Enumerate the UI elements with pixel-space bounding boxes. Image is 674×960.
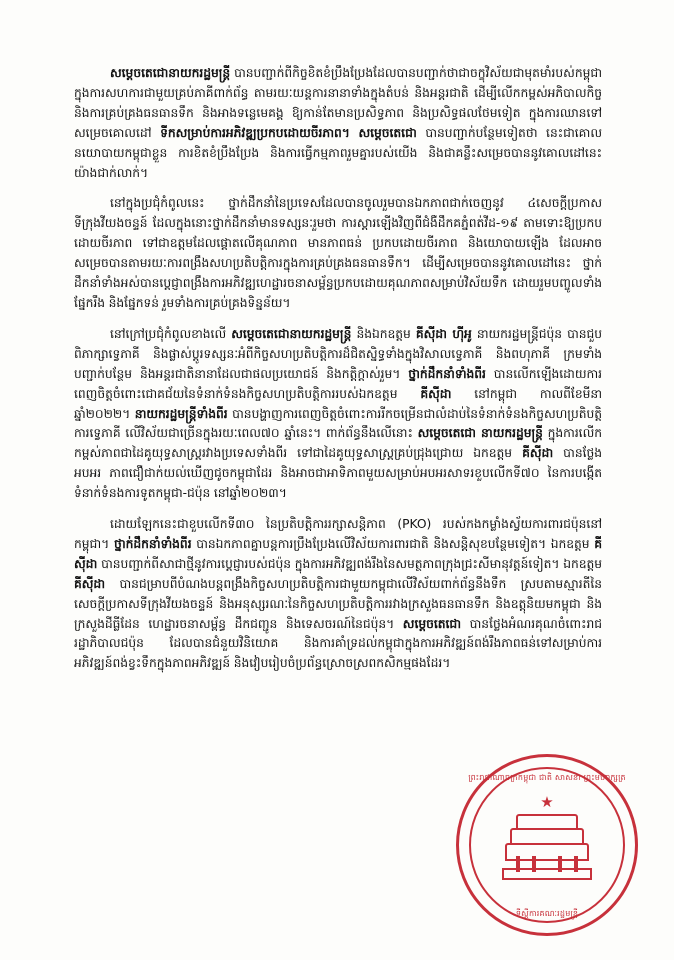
body-text: បានបញ្ជាក់ពីសាជាថ្មីនូវការប្តេជ្ញារបស់ជប៉ុន ក្នុងការអភិវឌ្ឍពង់រឹងនៃសមត្ថភាពក្រុងជ្រះសីមានុវត្តន៍ទៀត។ ឯកឧត្តម xyxy=(97,556,602,571)
temple-icon xyxy=(504,808,590,882)
body-text: បានលើកឡើងដោយការពេញចិត្តចំពោះជោគជ័យនៃទំនាក់ទំនងកិច្ចសហប្រតិបត្តិការរបស់ឯកឧត្តម xyxy=(74,366,602,401)
body-text: នាយករដ្ឋមន្ត្រីជប៉ុន បានជួបពិភាក្សាទ្វេភាគី និងផ្លាស់ប្តូរទស្សនៈអំពីកិច្ចសហប្រតិបត្តិការដ៏ជិតស្និទ្ធទាំងក្នុងវិសាលទ្វេភាគី និងពហុភាគី ក្រមទាំងបញ្ជាក់បន្ថែម និងអន្តរជាតិនានាដែលជាផលប្រយោជន៍ និងកត្តិក្តាស់រួម។ xyxy=(74,326,602,381)
document-body xyxy=(74,64,602,674)
seal-top-text: ព្រះរាជាណាចក្រកម្ពុជា ជាតិ សាសនា ព្រះមហាក្សត្រ xyxy=(468,773,626,782)
emphasis-text: គីស៊ីដា xyxy=(522,446,554,461)
emphasis-text: ថ្នាក់ដឹកនាំទាំងពីរ xyxy=(113,536,192,551)
body-text: ដោយឡែកនេះជាខួបលើកទី៣០ នៃប្រតិបត្តិការរក្សាសន្តិភាព (PKO) របស់កងកម្លាំងស្វ័យការពារជប៉ុននៅកម្ពុជា។ xyxy=(74,517,602,551)
body-text: នៅក្នុងប្រជុំកំពូលនេះ ថ្នាក់ដឹកនាំនៃប្រទេសដែលបានចូលរួមបានឯកភាពជាក់ចេញនូវ ៤សេចក្តីប្រកាសទីក្រុងវីយងចន្ទន៍ ដែលក្នុងនោះថ្នាក់ដឹកនាំមានទស្សនៈរួមថា ការស្តារឡើងវិញពីជំងឺដឹកគភ្នំពត់វីដ-១៩ តាមទោះឱ្យប្រកបដោយចីរភាព ទៅជាឧត្តមដែលផ្តោតលើគុណភាព មានភាពធន់ ប្រកបដោយចីរភាព និងយោបាយឡើង ដែលអាចសម្រេចបានតាមរយៈការពង្រឹងសហប្រតិបត្តិការក្នុងការគ្រប់គ្រងធនធានទឹក។ ដើម្បីសម្រេចបាននូវគោលដៅនេះ ថ្នាក់ដឹកនាំទាំងអស់បានប្តេជ្ញាពង្រឹងការអភិវឌ្ឍហេដ្ឋារចនាសម្ព័ន្ធប្រកបដោយគុណភាពសម្រាប់វិស័យទឹក ដោយរួមបញ្ចូលទាំងផ្នែករឹង និងផ្នែកទន់ រួមទាំងការគ្រប់គ្រងទិន្នន័យ។ xyxy=(74,196,602,310)
seal-bottom-text: ទីស្តីការគណៈរដ្ឋមន្ត្រី xyxy=(515,909,579,918)
body-text: និងឯកឧត្តម xyxy=(351,326,416,341)
paragraph xyxy=(74,515,602,674)
emphasis-text: នាយករដ្ឋមន្ត្រីទាំងពីរ xyxy=(134,406,228,421)
emphasis-text: គីស៊ីដា ហ៊ីអូ xyxy=(415,326,472,341)
body-text: បានថ្លែងអបអរ ភាពជឿជាក់យល់ឃើញជូចកម្ពុជាដែរ និងអាចជាអាទិភាពមួយសម្រាប់អបអរសាទរខួបលើកទី៧០ នៃការបង្កើតទំនាក់ទំនងការទូតកម្ពុជា-ជប៉ុន នៅឆ្នាំ២០២៣។ xyxy=(74,446,602,501)
emphasis-text: គីស៊ីដា xyxy=(420,386,452,401)
star-icon: ★ xyxy=(540,793,554,811)
paragraph xyxy=(74,325,602,504)
royal-government-seal-stamp xyxy=(456,754,638,936)
emphasis-text: សម្តេចតេជោ xyxy=(358,125,417,140)
emphasis-text: សម្តេចតេជោនាយករដ្ឋមន្ត្រី xyxy=(231,326,352,341)
paragraph xyxy=(74,194,602,313)
emphasis-text: ទីកសម្រាប់ការអភិវឌ្ឍប្រកបដោយចីរភាព។ xyxy=(160,125,350,140)
seal-emblem xyxy=(495,793,599,897)
temple-base xyxy=(502,868,592,880)
emphasis-text: សម្តេចតេជោ នាយករដ្ឋមន្ត្រី xyxy=(417,426,543,441)
emphasis-text: គីស៊ីដា xyxy=(74,536,602,571)
emphasis-text: គីស៊ីដា xyxy=(74,576,106,591)
emphasis-text: សម្តេចតេជោ xyxy=(402,616,462,631)
body-text: បានបញ្ជាក់បន្ថែមទៀតថា នេះជាគោលនយោបាយកម្ពុជាខ្លួន ការខិតខំប្រឹងប្រែង និងការធ្វើកម្មភាពរួមគ្នារបស់យើង និងជាគន្លឹះសម្រេចបាននូវគោលដៅនេះយ៉ាងជាក់លាក់។ xyxy=(74,125,602,180)
body-text: នៅក្រៅប្រជុំកំពូលខាងលើ xyxy=(110,326,232,341)
body-text: បានជម្រាបពីបំណងបន្តពង្រឹងកិច្ចសហប្រតិបត្តិការជាមួយកម្ពុជាលើវិស័យពាក់ព័ន្ធនឹងទឹក ស្របតាមស្មារតីនៃសេចក្តីប្រកាសទីក្រុងវីយងចន្ទន៍ និងអនុស្សរណៈនៃកិច្ចសហប្រតិបត្តិការរវាងក្រសួងធនធានទឹក និងឧត្តុនិយមកម្ពុជា និងក្រសួងដីធ្លីដែន ហេដ្ឋារចនាសម្ព័ន្ធ ដឹកជញ្ជូន និងទេសចរណ៍នៃជប៉ុន។ xyxy=(74,576,602,631)
body-text: ក្នុងការលើកកម្ពស់ភាពជាដៃគូយុទ្ធសាស្ត្ររវាងប្រទេសទាំងពីរ ទៅជាដៃគូយុទ្ធសាស្ត្រគ្រប់ជ្រុងជ្រោយ ឯកឧត្តម xyxy=(74,426,602,461)
body-text: បានបញ្ជាក់ពីកិច្ចខិតខំប្រឹងប្រែងដែលបានបញ្ជាក់ថាជាចក្ខុវិស័យជាមុតមាំរបស់កម្ពុជា ក្នុងការសហការជាមួយគ្រប់ភាគីពាក់ព័ន្ធ តាមរយៈយន្តការនានាទាំងក្នុងតំបន់ និងអន្តរជាតិ ដើម្បីលើកកម្ពស់អភិបាលកិច្ច និងការគ្រប់គ្រងធនធានទឹក និងអាងទន្លេមេគង្គ ឱ្យកាន់តែមានប្រសិទ្ធភាព និងប្រសិទ្ធផលថែមទៀត ក្នុងការឈានទៅសម្រេចគោលដៅ xyxy=(74,66,602,140)
body-text: នៅកម្ពុជា កាលពីខែមីនា ឆ្នាំ២០២២។ xyxy=(74,386,602,421)
emphasis-text: សម្តេចតេជោនាយករដ្ឋមន្ត្រី xyxy=(110,66,231,80)
emphasis-text: ថ្នាក់ដឹកនាំទាំងពីរ xyxy=(408,366,486,381)
body-text: បានបង្ហាញការពេញចិត្តចំពោះការរីកចម្រើនជាលំដាប់នៃទំនាក់ទំនងកិច្ចសហប្រតិបត្តិការទ្វេភាគី លើវិស័យជាច្រើនក្នុងរយៈពេល៧០ ឆ្នាំនេះ។ ពាក់ព័ន្ធនឹងលើនោះ xyxy=(74,406,602,441)
paragraph xyxy=(74,64,602,183)
body-text: បានឯកភាពគ្នាបន្តការប្រឹងប្រែងលើវិស័យការពារជាតិ និងសន្តិសុខបន្ថែមទៀត។ ឯកឧត្តម xyxy=(191,536,595,551)
body-text: បានថ្លែងអំណរគុណចំពោះរាជរដ្ឋាភិបាលជប៉ុន ដែលបានជំនួយវិនិយោគ និងការគាំទ្រដល់កម្ពុជាក្នុងការអភិវឌ្ឍន៍ពង់រឹងភាពធន់ទៅសម្រាប់ការអភិវឌ្ឍន៍ពង់ខ្វះទឹកក្នុងភាពអភិវឌ្ឍន៍ និងវៀបរៀបចំប្រព័ន្ធស្រោចស្រពកសិកម្មផងដែរ។ xyxy=(74,616,602,671)
